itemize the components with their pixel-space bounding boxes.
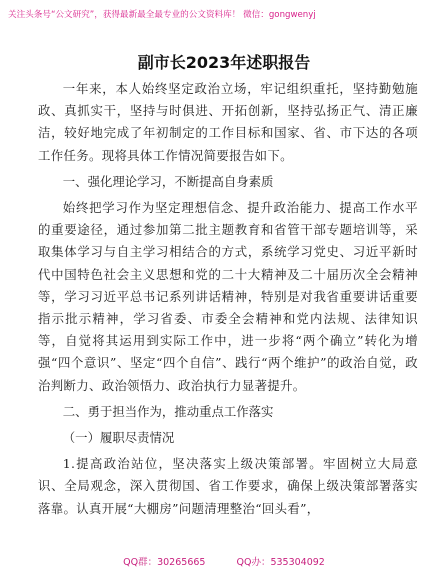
- section-2-heading: 二、勇于担当作为，推动重点工作落实: [62, 403, 274, 419]
- section-1-heading: 一、强化理论学习，不断提高自身素质: [62, 173, 274, 189]
- footer-qq-group: QQ群：30265665: [123, 557, 206, 568]
- intro-paragraph: 一年来，本人始终坚定政治立场，牢记组织重托，坚持勤勉施政、真抓实干，坚持与时俱进、开拓创新，坚持弘扬正气、清正廉洁，较好地完成了年初制定的工作目标和国家、省、市下达的各项工作任务。现将具体工作情况简要报告如下。: [38, 81, 418, 163]
- footer: [0, 554, 448, 568]
- document-body: [38, 78, 418, 520]
- document-title: 副市长2023年述职报告: [137, 53, 311, 72]
- promo-banner-text: 关注头条号“公文研究”，获得最新最全最专业的公文资料库！ 微信：gongwenyj: [8, 10, 316, 20]
- promo-banner: [2, 2, 446, 38]
- subsection-heading: （一）履职尽责情况: [62, 430, 175, 446]
- footer-qq-office: QQ办：535304092: [236, 557, 325, 568]
- item-1-paragraph: 1.提高政治站位，坚决落实上级决策部署。牢固树立大局意识、全局观念，深入贯彻国、省工作要求，确保上级决策部署落实落靠。认真开展“大棚房”问题清理整治“回头看”，: [38, 456, 418, 516]
- section-1-paragraph: 始终把学习作为坚定理想信念、提升政治能力、提高工作水平的重要途径，通过参加第二批主题教育和省管干部专题培训等，采取集体学习与自主学习相结合的方式，系统学习党史、习近平新时代中国特色社会主义思想和党的二十大精神及二十届历次全会精神等，学习习近平总书记系列讲话精神，特别是对我省重要讲话重要指示批示精神，学习省委、市委全会精神和党内法规、法律知识等，自觉将其运用到实际工作中，进一步将“两个确立”转化为增强“四个意识”、坚定“四个自信”、践行“两个维护”的政治自觉，政治判断力、政治领悟力、政治执行力显著提升。: [38, 200, 418, 393]
